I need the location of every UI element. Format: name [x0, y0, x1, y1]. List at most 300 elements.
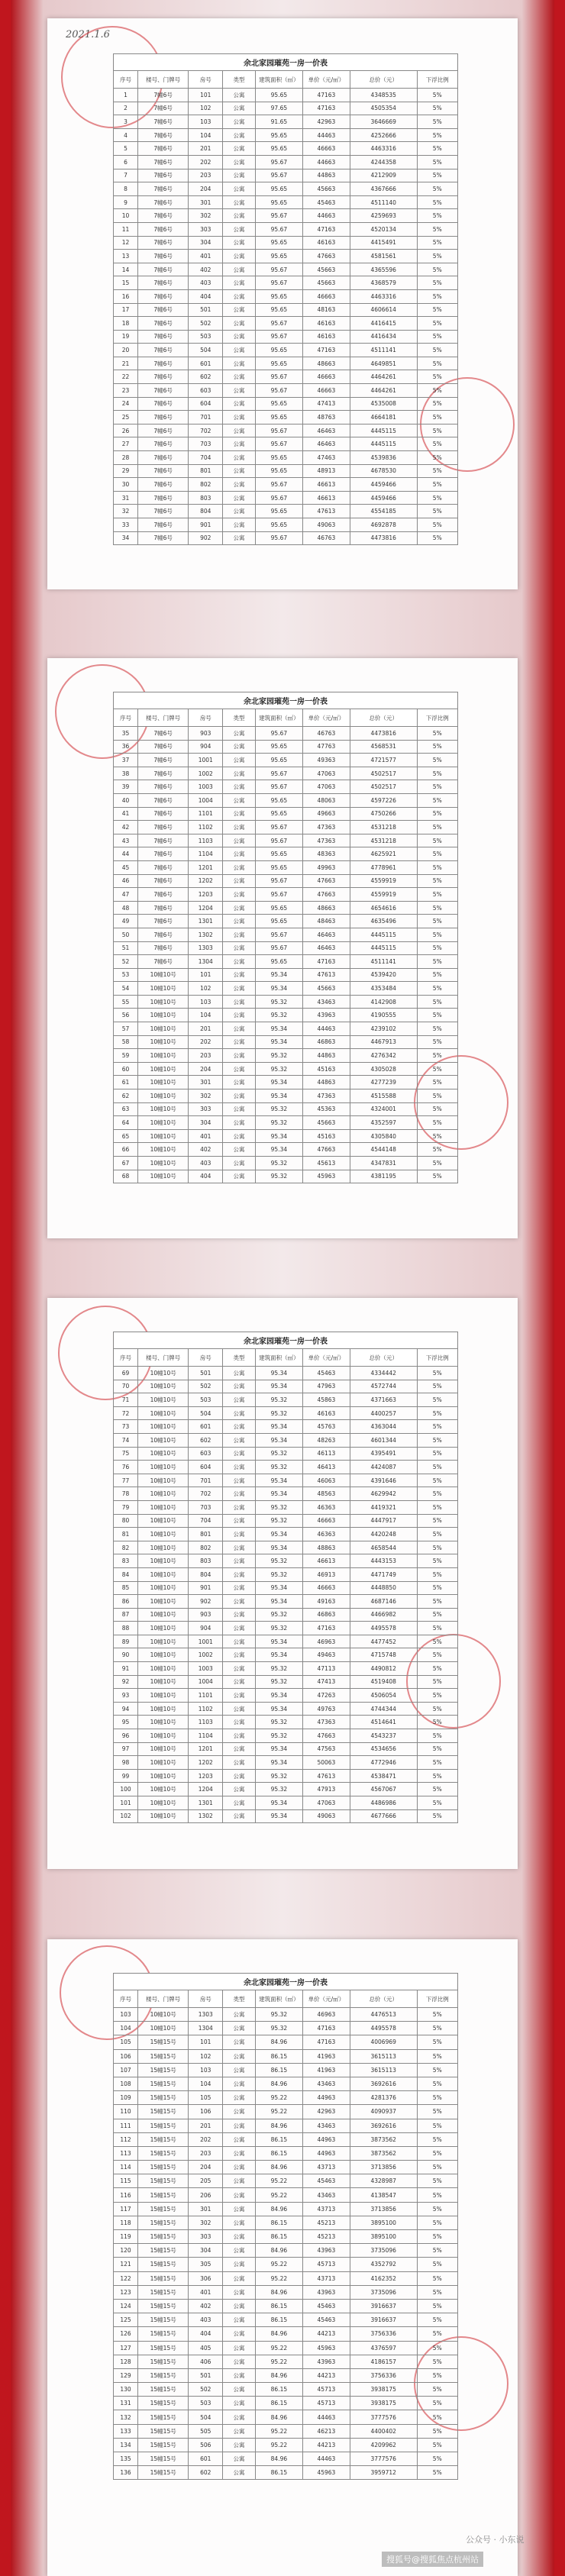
- table-cell: 5%: [417, 2355, 458, 2368]
- table-row: [114, 1076, 458, 1089]
- table-header-row: [114, 709, 458, 727]
- table-cell: 46763: [302, 531, 350, 545]
- table-cell: 5%: [417, 1102, 458, 1116]
- column-header: 序号: [114, 71, 138, 89]
- table-cell: 4447917: [350, 1514, 417, 1528]
- table-cell: 公寓: [223, 834, 256, 847]
- table-cell: 15: [114, 276, 138, 290]
- table-cell: 4502517: [350, 780, 417, 794]
- table-cell: 5%: [417, 2285, 458, 2299]
- table-cell: 15幢15号: [138, 2466, 189, 2480]
- table-cell: 10幢10号: [138, 1729, 189, 1743]
- table-cell: 95.34: [255, 1129, 302, 1143]
- table-cell: 403: [189, 276, 223, 290]
- table-cell: 10幢10号: [138, 1447, 189, 1461]
- table-row: [114, 793, 458, 807]
- table-row: [114, 1143, 458, 1157]
- table-cell: 81: [114, 1528, 138, 1541]
- table-cell: 5%: [417, 2410, 458, 2424]
- table-cell: 104: [189, 128, 223, 142]
- table-cell: 84.96: [255, 2035, 302, 2049]
- table-cell: 24: [114, 397, 138, 411]
- table-cell: 5%: [417, 1756, 458, 1770]
- column-header: 下浮比例: [417, 1349, 458, 1367]
- table-cell: 10幢10号: [138, 1474, 189, 1487]
- table-cell: 公寓: [223, 1689, 256, 1703]
- table-row: [114, 209, 458, 223]
- table-cell: 公寓: [223, 740, 256, 754]
- column-header: 下浮比例: [417, 1990, 458, 2008]
- table-cell: 15幢15号: [138, 2063, 189, 2077]
- table-cell: 4244358: [350, 155, 417, 169]
- table-cell: 7幢6号: [138, 330, 189, 344]
- table-cell: 15幢15号: [138, 2035, 189, 2049]
- table-cell: 公寓: [223, 2466, 256, 2480]
- table-cell: 10幢10号: [138, 1608, 189, 1622]
- table-cell: 55: [114, 995, 138, 1009]
- table-cell: 95.67: [255, 370, 302, 384]
- table-row: [114, 2271, 458, 2285]
- table-cell: 公寓: [223, 1595, 256, 1609]
- table-cell: 5%: [417, 250, 458, 263]
- table-cell: 84.96: [255, 2161, 302, 2174]
- table-cell: 95.65: [255, 754, 302, 767]
- table-cell: 41: [114, 807, 138, 821]
- table-cell: 44963: [302, 2091, 350, 2105]
- table-cell: 73: [114, 1420, 138, 1434]
- table-cell: 4778961: [350, 860, 417, 874]
- table-row: [114, 384, 458, 398]
- table-cell: 88: [114, 1622, 138, 1635]
- table-cell: 505: [189, 2424, 223, 2438]
- table-cell: 4601344: [350, 1433, 417, 1447]
- table-cell: 公寓: [223, 1716, 256, 1729]
- table-row: [114, 451, 458, 465]
- table-cell: 10幢10号: [138, 1716, 189, 1729]
- table-cell: 4654616: [350, 901, 417, 915]
- table-cell: 4419321: [350, 1500, 417, 1514]
- table-cell: 47663: [302, 1729, 350, 1743]
- table-cell: 3916637: [350, 2313, 417, 2327]
- table-cell: 4534656: [350, 1742, 417, 1756]
- table-cell: 106: [189, 2105, 223, 2119]
- table-cell: 95.34: [255, 1143, 302, 1157]
- table-cell: 45463: [302, 2174, 350, 2188]
- table-cell: 47663: [302, 888, 350, 902]
- table-row: [114, 330, 458, 344]
- table-cell: 47063: [302, 780, 350, 794]
- table-cell: 127: [114, 2341, 138, 2355]
- table-cell: 46163: [302, 1406, 350, 1420]
- table-cell: 公寓: [223, 1622, 256, 1635]
- table-cell: 101: [189, 89, 223, 102]
- table-cell: 95.67: [255, 834, 302, 847]
- table-cell: 203: [189, 1049, 223, 1063]
- table-cell: 公寓: [223, 478, 256, 492]
- table-cell: 95.65: [255, 901, 302, 915]
- table-cell: 4649851: [350, 357, 417, 370]
- table-cell: 51: [114, 941, 138, 955]
- table-cell: 48663: [302, 901, 350, 915]
- table-cell: 101: [114, 1796, 138, 1810]
- table-cell: 45463: [302, 2313, 350, 2327]
- table-cell: 5%: [417, 1702, 458, 1716]
- table-cell: 7幢6号: [138, 847, 189, 861]
- table-cell: 公寓: [223, 1157, 256, 1170]
- table-row: [114, 1170, 458, 1183]
- table-cell: 4535008: [350, 397, 417, 411]
- table-cell: 7幢6号: [138, 464, 189, 478]
- table-cell: 44213: [302, 2327, 350, 2341]
- table-cell: 公寓: [223, 2035, 256, 2049]
- table-cell: 47163: [302, 102, 350, 115]
- table-cell: 4334442: [350, 1367, 417, 1380]
- table-cell: 95.32: [255, 1170, 302, 1183]
- table-cell: 4186157: [350, 2355, 417, 2368]
- table-row: [114, 2077, 458, 2090]
- table-cell: 59: [114, 1049, 138, 1063]
- table-cell: 4352597: [350, 1116, 417, 1130]
- table-cell: 10幢10号: [138, 1089, 189, 1103]
- table-cell: 50: [114, 928, 138, 941]
- table-cell: 95.67: [255, 874, 302, 888]
- table-cell: 43463: [302, 2188, 350, 2202]
- table-cell: 902: [189, 531, 223, 545]
- table-cell: 4721577: [350, 754, 417, 767]
- table-cell: 7幢6号: [138, 727, 189, 741]
- table-cell: 47063: [302, 767, 350, 780]
- table-cell: 202: [189, 2132, 223, 2146]
- table-cell: 43463: [302, 2119, 350, 2132]
- table-cell: 46763: [302, 727, 350, 741]
- table-row: [114, 2146, 458, 2160]
- table-cell: 1104: [189, 847, 223, 861]
- table-cell: 公寓: [223, 793, 256, 807]
- table-cell: 10幢10号: [138, 1769, 189, 1783]
- table-cell: 5%: [417, 1143, 458, 1157]
- table-row: [114, 2299, 458, 2313]
- table-cell: 4142908: [350, 995, 417, 1009]
- table-cell: 84.96: [255, 2452, 302, 2466]
- table-cell: 公寓: [223, 727, 256, 741]
- table-cell: 502: [189, 2383, 223, 2397]
- table-cell: 8: [114, 182, 138, 196]
- table-cell: 97: [114, 1742, 138, 1756]
- table-cell: 5%: [417, 1622, 458, 1635]
- table-cell: 4658544: [350, 1541, 417, 1554]
- table-cell: 5%: [417, 89, 458, 102]
- table-cell: 5%: [417, 1662, 458, 1676]
- table-cell: 公寓: [223, 2438, 256, 2452]
- table-cell: 91.65: [255, 115, 302, 129]
- column-header: 类型: [223, 71, 256, 89]
- table-row: [114, 2327, 458, 2341]
- table-cell: 118: [114, 2216, 138, 2229]
- table-cell: 47163: [302, 955, 350, 969]
- table-cell: 4424087: [350, 1461, 417, 1474]
- column-header: 总价（元）: [350, 1990, 417, 2008]
- table-cell: 84.96: [255, 2410, 302, 2424]
- table-cell: 96: [114, 1729, 138, 1743]
- table-cell: 47163: [302, 2022, 350, 2035]
- table-cell: 95.65: [255, 793, 302, 807]
- table-cell: 15幢15号: [138, 2285, 189, 2299]
- table-cell: 46613: [302, 491, 350, 505]
- table-cell: 95.67: [255, 276, 302, 290]
- table-row: [114, 2063, 458, 2077]
- table-cell: 4554185: [350, 505, 417, 518]
- table-cell: 201: [189, 1022, 223, 1036]
- table-cell: 95.32: [255, 1662, 302, 1676]
- table-cell: 47763: [302, 740, 350, 754]
- table-cell: 12: [114, 236, 138, 250]
- table-cell: 5%: [417, 2174, 458, 2188]
- table-cell: 15幢15号: [138, 2146, 189, 2160]
- table-cell: 10幢10号: [138, 1567, 189, 1581]
- table-cell: 54: [114, 982, 138, 996]
- table-cell: 公寓: [223, 115, 256, 129]
- table-cell: 15幢15号: [138, 2258, 189, 2271]
- table-cell: 72: [114, 1406, 138, 1420]
- table-cell: 45163: [302, 1129, 350, 1143]
- table-cell: 7幢6号: [138, 209, 189, 223]
- table-cell: 公寓: [223, 1662, 256, 1676]
- table-row: [114, 411, 458, 424]
- table-cell: 95.32: [255, 1783, 302, 1796]
- table-row: [114, 847, 458, 861]
- table-cell: 46863: [302, 1035, 350, 1049]
- table-cell: 公寓: [223, 102, 256, 115]
- table-cell: 4416415: [350, 317, 417, 331]
- table-cell: 201: [189, 142, 223, 156]
- table-cell: 3646669: [350, 115, 417, 129]
- table-title: 余北家园璀苑一房一价表: [113, 692, 458, 709]
- table-cell: 76: [114, 1461, 138, 1474]
- table-cell: 3895100: [350, 2230, 417, 2244]
- table-cell: 133: [114, 2424, 138, 2438]
- table-cell: 公寓: [223, 2452, 256, 2466]
- table-cell: 公寓: [223, 411, 256, 424]
- table-cell: 501: [189, 1367, 223, 1380]
- table-cell: 702: [189, 1487, 223, 1501]
- table-cell: 95.32: [255, 1447, 302, 1461]
- table-row: [114, 1157, 458, 1170]
- table-cell: 60: [114, 1062, 138, 1076]
- table-cell: 5%: [417, 209, 458, 223]
- table-cell: 10幢10号: [138, 1393, 189, 1407]
- table-cell: 95.65: [255, 505, 302, 518]
- table-cell: 7幢6号: [138, 451, 189, 465]
- table-cell: 4445115: [350, 941, 417, 955]
- table-row: [114, 1716, 458, 1729]
- table-cell: 701: [189, 1474, 223, 1487]
- table-row: [114, 2188, 458, 2202]
- table-cell: 48663: [302, 357, 350, 370]
- table-cell: 66: [114, 1143, 138, 1157]
- table-row: [114, 1689, 458, 1703]
- table-cell: 公寓: [223, 1500, 256, 1514]
- table-cell: 101: [189, 2035, 223, 2049]
- table-cell: 5%: [417, 2313, 458, 2327]
- table-cell: 7幢6号: [138, 505, 189, 518]
- table-cell: 4347831: [350, 1157, 417, 1170]
- table-cell: 95.65: [255, 236, 302, 250]
- table-cell: 1002: [189, 767, 223, 780]
- table-cell: 10幢10号: [138, 1595, 189, 1609]
- table-cell: 4687146: [350, 1595, 417, 1609]
- table-cell: 1301: [189, 1796, 223, 1810]
- table-cell: 公寓: [223, 1541, 256, 1554]
- table-header-row: [114, 1990, 458, 2008]
- table-cell: 35: [114, 727, 138, 741]
- table-cell: 公寓: [223, 1702, 256, 1716]
- table-cell: 公寓: [223, 1062, 256, 1076]
- table-cell: 95.67: [255, 330, 302, 344]
- table-cell: 37: [114, 754, 138, 767]
- table-cell: 46663: [302, 289, 350, 303]
- table-cell: 公寓: [223, 518, 256, 532]
- table-cell: 4464261: [350, 370, 417, 384]
- table-cell: 公寓: [223, 505, 256, 518]
- table-cell: 公寓: [223, 1608, 256, 1622]
- table-cell: 120: [114, 2244, 138, 2258]
- table-cell: 5%: [417, 2244, 458, 2258]
- table-cell: 1101: [189, 1689, 223, 1703]
- table-cell: 91: [114, 1662, 138, 1676]
- table-cell: 95.67: [255, 780, 302, 794]
- table-cell: 95.67: [255, 437, 302, 451]
- table-cell: 5%: [417, 1716, 458, 1729]
- table-cell: 902: [189, 1595, 223, 1609]
- table-cell: 95.34: [255, 1809, 302, 1823]
- table-cell: 15幢15号: [138, 2327, 189, 2341]
- table-cell: 5%: [417, 2188, 458, 2202]
- table-cell: 4519408: [350, 1675, 417, 1689]
- table-cell: 公寓: [223, 847, 256, 861]
- table-cell: 95.67: [255, 727, 302, 741]
- table-cell: 203: [189, 2146, 223, 2160]
- table-row: [114, 727, 458, 741]
- table-row: [114, 1809, 458, 1823]
- table-cell: 83: [114, 1554, 138, 1568]
- table-row: [114, 1406, 458, 1420]
- table-cell: 5%: [417, 767, 458, 780]
- table-cell: 7幢6号: [138, 115, 189, 129]
- table-cell: 公寓: [223, 357, 256, 370]
- table-cell: 5%: [417, 793, 458, 807]
- table-cell: 4416434: [350, 330, 417, 344]
- table-cell: 46213: [302, 2424, 350, 2438]
- table-cell: 5%: [417, 1783, 458, 1796]
- table-cell: 95.67: [255, 263, 302, 276]
- column-header: 序号: [114, 1349, 138, 1367]
- table-cell: 205: [189, 2174, 223, 2188]
- table-cell: 3777576: [350, 2452, 417, 2466]
- table-cell: 4635496: [350, 915, 417, 928]
- table-cell: 1101: [189, 807, 223, 821]
- table-cell: 5%: [417, 142, 458, 156]
- table-cell: 5%: [417, 2368, 458, 2382]
- table-cell: 104: [189, 1009, 223, 1022]
- table-cell: 46063: [302, 1474, 350, 1487]
- table-cell: 46663: [302, 370, 350, 384]
- table-cell: 47163: [302, 222, 350, 236]
- table-cell: 112: [114, 2132, 138, 2146]
- table-row: [114, 2438, 458, 2452]
- table-cell: 公寓: [223, 2313, 256, 2327]
- table-cell: 4190555: [350, 1009, 417, 1022]
- table-cell: 95.22: [255, 2174, 302, 2188]
- price-sheet-page-3: [47, 1298, 518, 1869]
- table-row: [114, 941, 458, 955]
- table-cell: 47363: [302, 1716, 350, 1729]
- table-cell: 53: [114, 968, 138, 982]
- table-cell: 306: [189, 2271, 223, 2285]
- table-cell: 95.22: [255, 2341, 302, 2355]
- table-cell: 7幢6号: [138, 915, 189, 928]
- table-cell: 公寓: [223, 1514, 256, 1528]
- table-cell: 95.32: [255, 2022, 302, 2035]
- table-cell: 45463: [302, 1367, 350, 1380]
- table-cell: 10幢10号: [138, 2022, 189, 2035]
- table-cell: 4138547: [350, 2188, 417, 2202]
- table-row: [114, 1102, 458, 1116]
- table-cell: 5%: [417, 740, 458, 754]
- column-header: 楼号、门牌号: [138, 709, 189, 727]
- table-cell: 74: [114, 1433, 138, 1447]
- table-cell: 4520134: [350, 222, 417, 236]
- table-cell: 7幢6号: [138, 888, 189, 902]
- table-cell: 3756336: [350, 2327, 417, 2341]
- table-cell: 5%: [417, 1089, 458, 1103]
- table-cell: 7幢6号: [138, 518, 189, 532]
- table-row: [114, 2202, 458, 2216]
- table-cell: 15幢15号: [138, 2424, 189, 2438]
- table-cell: 5%: [417, 478, 458, 492]
- table-cell: 4567067: [350, 1783, 417, 1796]
- table-cell: 5%: [417, 2383, 458, 2397]
- table-cell: 46663: [302, 142, 350, 156]
- table-cell: 5%: [417, 901, 458, 915]
- column-header: 楼号、门牌号: [138, 1990, 189, 2008]
- table-row: [114, 1433, 458, 1447]
- table-cell: 公寓: [223, 437, 256, 451]
- table-cell: 4305840: [350, 1129, 417, 1143]
- table-cell: 3713856: [350, 2161, 417, 2174]
- table-cell: 5%: [417, 2035, 458, 2049]
- table-cell: 3916637: [350, 2299, 417, 2313]
- table-cell: 5%: [417, 1049, 458, 1063]
- table-cell: 公寓: [223, 1406, 256, 1420]
- table-cell: 124: [114, 2299, 138, 2313]
- column-header: 房号: [189, 1990, 223, 2008]
- table-cell: 公寓: [223, 2424, 256, 2438]
- table-cell: 5%: [417, 303, 458, 317]
- table-cell: 45663: [302, 182, 350, 196]
- table-cell: 304: [189, 1116, 223, 1130]
- table-cell: 4490812: [350, 1662, 417, 1676]
- table-cell: 公寓: [223, 384, 256, 398]
- table-cell: 7幢6号: [138, 102, 189, 115]
- table-cell: 98: [114, 1756, 138, 1770]
- table-cell: 45963: [302, 2466, 350, 2480]
- table-cell: 30: [114, 478, 138, 492]
- table-cell: 501: [189, 2368, 223, 2382]
- table-cell: 公寓: [223, 1635, 256, 1648]
- table-cell: 62: [114, 1089, 138, 1103]
- table-cell: 1102: [189, 821, 223, 834]
- table-cell: 5%: [417, 1367, 458, 1380]
